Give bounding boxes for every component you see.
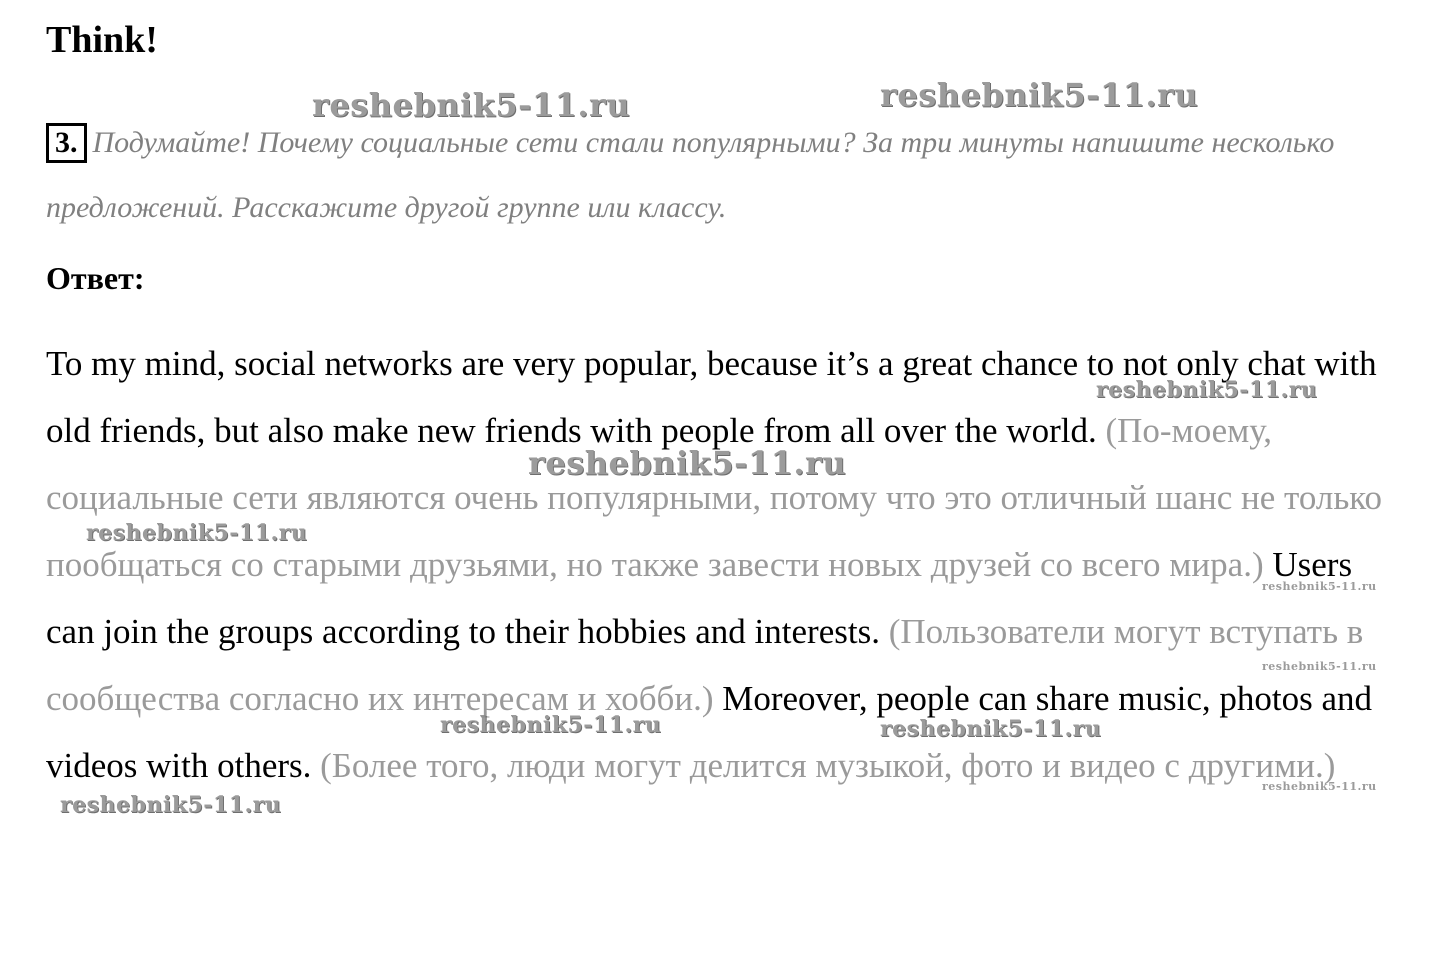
- watermark: reshebnik5-11.ru: [312, 86, 631, 124]
- watermark: reshebnik5-11.ru: [60, 792, 282, 818]
- answer-translation-1: (По-моему, социальные сети являются очень популярными, потому что это отличный шанс не только пообщаться со старыми друзьями, но также завести новых друзей со всего мира.): [46, 411, 1383, 584]
- task-block: [46, 110, 1406, 240]
- answer-english-3: Moreover, people can share music, photos and videos with others.: [46, 679, 1373, 785]
- watermark: reshebnik5-11.ru: [1096, 377, 1318, 403]
- answer-label: Ответ:: [46, 260, 145, 296]
- answer-english-2: Users can join the groups according to their hobbies and interests.: [46, 545, 1353, 651]
- watermark: reshebnik5-11.ru: [1262, 780, 1377, 793]
- watermark: reshebnik5-11.ru: [1262, 580, 1377, 593]
- watermark: reshebnik5-11.ru: [86, 520, 308, 546]
- watermark: reshebnik5-11.ru: [1262, 660, 1377, 673]
- task-text: Подумайте! Почему социальные сети стали популярными? За три минуты напишите несколько предложений. Расскажите другой группе или классу.: [46, 126, 1335, 224]
- watermark: reshebnik5-11.ru: [880, 716, 1102, 742]
- page-heading: Think!: [46, 19, 158, 61]
- watermark: reshebnik5-11.ru: [440, 712, 662, 738]
- task-number: 3.: [46, 123, 87, 163]
- answer-english-1: To my mind, social networks are very popular, because it’s a great chance to not only chat with old friends, but also make new friends with people from all over the world.: [46, 344, 1377, 450]
- watermark: reshebnik5-11.ru: [880, 76, 1199, 114]
- answer-translation-2: (Пользователи могут вступать в сообщества согласно их интересам и хобби.): [46, 612, 1364, 718]
- answer-translation-3: (Более того, люди могут делится музыкой, фото и видео с другими.): [320, 746, 1336, 785]
- watermark: reshebnik5-11.ru: [528, 444, 847, 482]
